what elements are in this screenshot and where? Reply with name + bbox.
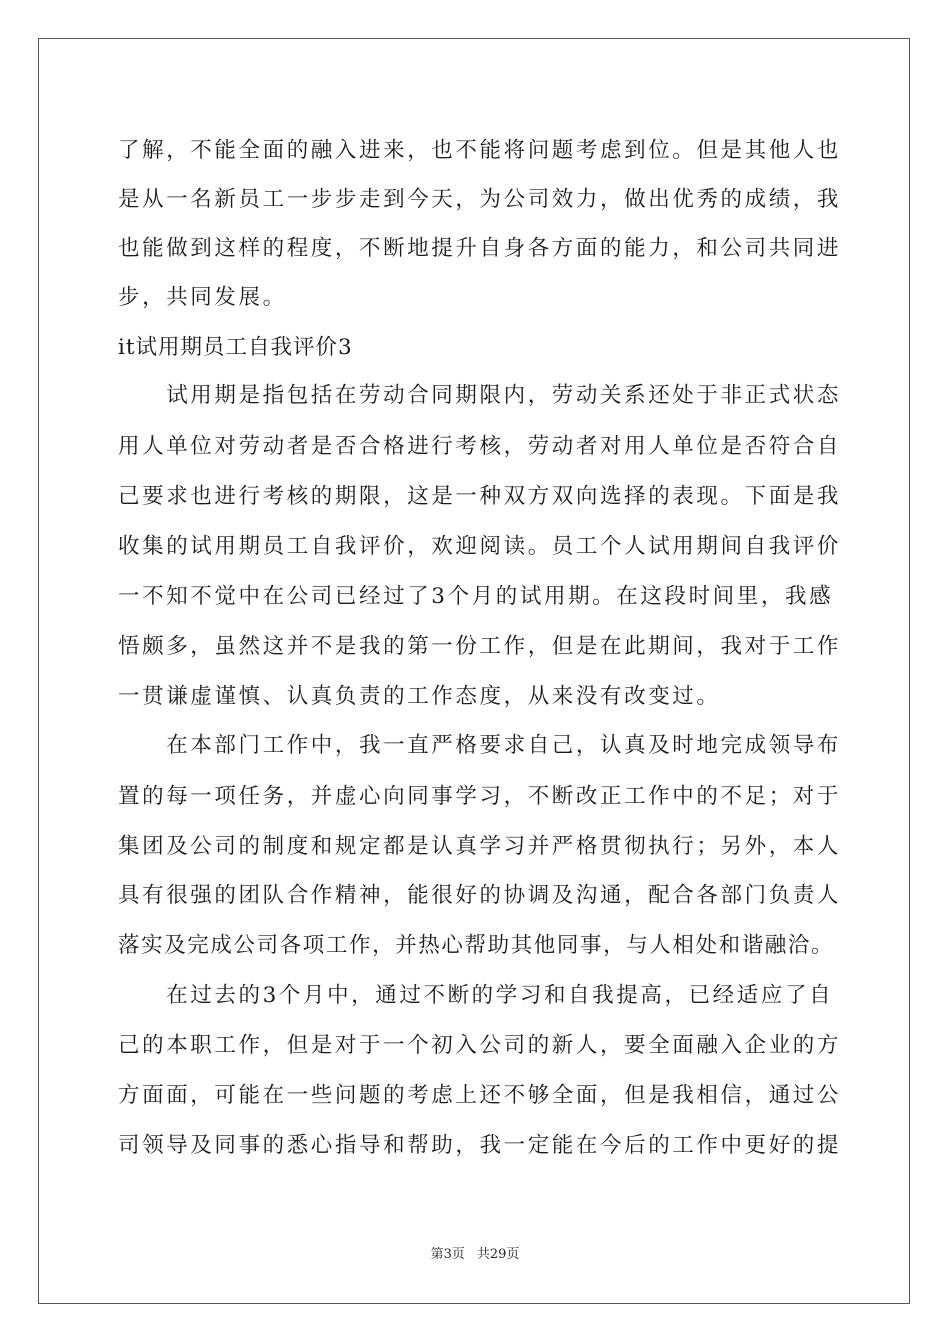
text-line: 了解，不能全面的融入进来，也不能将问题考虑到位。但是其他人也 bbox=[118, 138, 842, 163]
page-border bbox=[38, 38, 910, 1304]
text-line: 收集的试用期员工自我评价，欢迎阅读。员工个人试用期间自我评价 bbox=[118, 534, 842, 559]
text-line: 试用期是指包括在劳动合同期限内，劳动关系还处于非正式状态 bbox=[118, 383, 842, 408]
text-line: 也能做到这样的程度，不断地提升自身各方面的能力，和公司共同进 bbox=[118, 236, 842, 261]
text-line: 步，共同发展。 bbox=[118, 285, 287, 310]
text-line: 具有很强的团队合作精神，能很好的协调及沟通，配合各部门负责人 bbox=[118, 883, 842, 908]
page-number-current: 第3页 bbox=[430, 1247, 465, 1262]
text-line: 是从一名新员工一步步走到今天，为公司效力，做出优秀的成绩，我 bbox=[118, 187, 842, 212]
text-line: 一不知不觉中在公司已经过了3个月的试用期。在这段时间里，我感 bbox=[118, 584, 834, 609]
text-line: 悟颇多，虽然这并不是我的第一份工作，但是在此期间，我对于工作 bbox=[118, 634, 842, 659]
text-line: 司领导及同事的悉心指导和帮助，我一定能在今后的工作中更好的提 bbox=[118, 1133, 842, 1158]
section-heading: it试用期员工自我评价3 bbox=[118, 335, 353, 360]
text-line: 集团及公司的制度和规定都是认真学习并严格贯彻执行；另外，本人 bbox=[118, 834, 842, 859]
page-footer bbox=[0, 1243, 950, 1262]
text-line: 在过去的3个月中，通过不断的学习和自我提高，已经适应了自 bbox=[118, 983, 834, 1008]
text-line: 己的本职工作，但是对于一个初入公司的新人，要全面融入企业的方 bbox=[118, 1033, 842, 1058]
text-line: 置的每一项任务，并虚心向同事学习，不断改正工作中的不足；对于 bbox=[118, 784, 842, 809]
text-line: 在本部门工作中，我一直严格要求自己，认真及时地完成领导布 bbox=[118, 733, 842, 758]
text-line: 方面面，可能在一些问题的考虑上还不够全面，但是我相信，通过公 bbox=[118, 1083, 842, 1108]
text-line: 一贯谦虚谨慎、认真负责的工作态度，从来没有改变过。 bbox=[118, 684, 721, 709]
text-line: 用人单位对劳动者是否合格进行考核，劳动者对用人单位是否符合自 bbox=[118, 434, 842, 459]
text-line: 落实及完成公司各项工作，并热心帮助其他同事，与人相处和谐融洽。 bbox=[118, 933, 835, 958]
text-line: 己要求也进行考核的期限，这是一种双方双向选择的表现。下面是我 bbox=[118, 484, 842, 509]
page-number-total: 共29页 bbox=[476, 1247, 520, 1262]
